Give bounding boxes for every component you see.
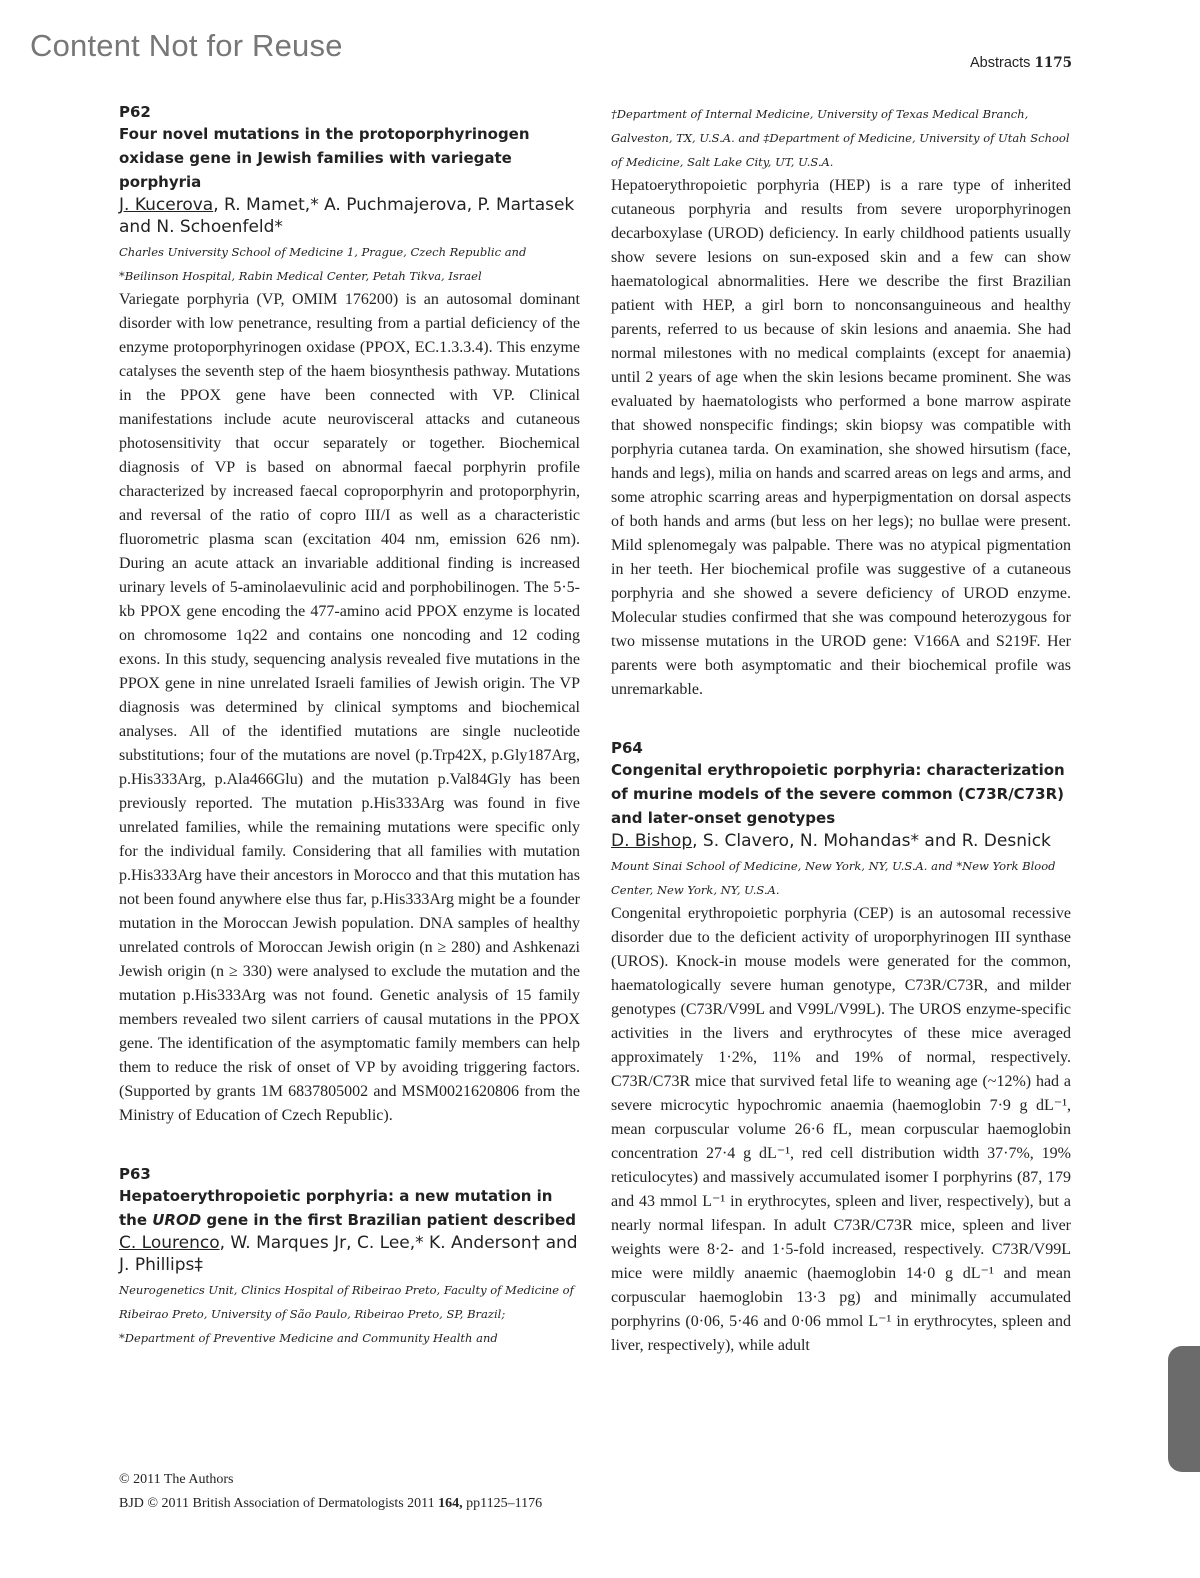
left-column [119,102,580,1350]
journal-volume: 164, [438,1496,463,1511]
journal-pages: pp1125–1176 [462,1496,543,1511]
right-column [611,102,1071,1358]
abstract-body: Hepatoerythropoietic porphyria (HEP) is a rare type of inherited cutaneous porphyria and results from severe uroporphyrinogen decarboxylase (UROD) deficiency. In early childhood patients usually show severe lesions on sun-exposed skin and a few can show haematological abnormalities. Here we describe the first Brazilian patient with HEP, a girl born to nonconsanguineous and healthy parents, referred to us because of skin lesions and anaemia. She had normal milestones with no medical complaints (except for anaemia) until 2 years of age when the skin lesions became prominent. She was evaluated by haematologists who performed a bone marrow aspirate that showed nonspecific findings; skin biopsy was compatible with porphyria cutanea tarda. On examination, she showed hirsutism (face, hands and legs), milia on hands and scarred areas on legs and arms, and some atrophic scarring areas and hyperpigmentation on dorsal aspects of both hands and arms (but less on her legs); no bullae were present. Mild splenomegaly was palpable. There was no atypical pigmentation in her teeth. Her biochemical profile was suggestive of a cutaneous porphyria and she showed a severe deficiency of UROD enzyme. Molecular studies confirmed that she was compound heterozygous for two missense mutations in the UROD gene: V166A and S219F. Her parents were both asymptomatic and their biochemical profile was unremarkable. [611,177,1071,698]
title-part: gene in the first Brazilian patient described [201,1211,576,1229]
abstract-authors [611,830,1071,852]
abstract-authors [119,1232,580,1276]
presenting-author: C. Lourenco [119,1233,220,1253]
running-head [970,55,1072,71]
title-part: Hepatoerythropoietic porphyria: a new mutation in the [119,1187,553,1229]
abstract-p63 [119,1164,580,1350]
abstract-id: P64 [611,739,643,757]
page-footer [119,1468,542,1516]
abstract-affiliation: †Department of Internal Medicine, University of Texas Medical Branch, Galveston, TX, U.S.A. and ‡Department of Medicine, University of Utah School of Medicine, Salt Lake City, UT, U.S.A. [611,107,1070,169]
abstract-affiliation: Mount Sinai School of Medicine, New York, NY, U.S.A. and *New York Blood Center, New York, NY, U.S.A. [611,859,1056,897]
watermark: Content Not for Reuse [30,28,343,63]
journal-citation [119,1492,542,1516]
journal-prefix: BJD © 2011 British Association of Dermatologists 2011 [119,1496,439,1511]
abstract-title: Four novel mutations in the protoporphyrinogen oxidase gene in Jewish families with variegate porphyria [119,125,530,191]
copyright-line: © 2011 The Authors [119,1472,234,1487]
abstract-affiliation: Charles University School of Medicine 1, Prague, Czech Republic and *Beilinson Hospital, Rabin Medical Center, Petah Tikva, Israel [119,245,527,283]
abstract-body: Variegate porphyria (VP, OMIM 176200) is an autosomal dominant disorder with low penetrance, resulting from a partial deficiency of the enzyme protoporphyrinogen oxidase (PPOX, EC.1.3.3.4). This enzyme catalyses the seventh step of the haem biosynthesis pathway. Mutations in the PPOX gene have been connected with VP. Clinical manifestations include acute neurovisceral attacks and cutaneous photosensitivity that occur separately or together. Biochemical diagnosis of VP is based on abnormal faecal porphyrin profile characterized by increased faecal coproporphyrin and protoporphyrin, and reversal of the ratio of copro III/I as well as a characteristic fluorometric plasma scan (excitation 404 nm, emission 626 nm). During an acute attack an invariable additional finding is increased urinary levels of 5-aminolaevulinic acid and porphobilinogen. The 5·5-kb PPOX gene encoding the 477-amino acid PPOX enzyme is located on chromosome 1q22 and contains one noncoding and 12 coding exons. In this study, sequencing analysis revealed five mutations in the PPOX gene in nine unrelated Israeli families of Jewish origin. The VP diagnosis was determined by clinical symptoms and biochemical analyses. All of the identified mutations are single nucleotide substitutions; four of the mutations are novel (p.Trp42X, p.Gly187Arg, p.His333Arg, p.Ala466Glu) and the mutation p.Val84Gly has been previously reported. The mutation p.His333Arg was found in five unrelated families, while the remaining mutations were specific only for the individual family. Considering that all families with mutation p.His333Arg have their ancestors in Morocco and that this mutation has not been found anywhere else thus far, p.His333Arg might be a founder mutation in the Moroccan Jewish population. DNA samples of healthy unrelated controls of Moroccan Jewish origin (n ≥ 280) and Ashkenazi Jewish origin (n ≥ 330) were analysed to exclude the mutation and the mutation p.His333Arg was not found. Genetic analysis of 15 family members revealed two silent carriers of causal mutations in the PPOX gene. The identification of the asymptomatic family members can help them to reduce the risk of onset of VP by avoiding triggering factors. (Supported by grants 1M 6837805002 and MSM0021620806 from the Ministry of Education of Czech Republic). [119,291,580,1124]
abstract-title: Congenital erythropoietic porphyria: characterization of murine models of the severe common (C73R/C73R) and later-onset genotypes [611,761,1065,827]
abstract-p62 [119,102,580,1128]
gene-name: UROD [152,1211,202,1229]
page-number: 1175 [1034,55,1073,71]
abstract-title [119,1184,580,1232]
abstract-authors [119,194,580,238]
presenting-author: J. Kucerova [119,195,214,215]
abstract-id: P62 [119,103,151,121]
abstract-id: P63 [119,1165,151,1183]
running-head-label: Abstracts [970,55,1031,71]
abstract-p63-continued [611,102,1071,702]
co-authors: , W. Marques Jr, C. Lee,* K. Anderson† and J. Phillips‡ [119,1233,578,1275]
side-tab [1168,1346,1200,1472]
abstract-body: Congenital erythropoietic porphyria (CEP) is an autosomal recessive disorder due to the deficient activity of uroporphyrinogen III synthase (UROS). Knock-in mouse models were generated for the common, haematologically severe human genotype, C73R/C73R, and milder genotypes (C73R/V99L and V99L/V99L). The UROS enzyme-specific activities in the livers and erythrocytes of these mice averaged approximately 1·2%, 11% and 19% of normal, respectively. C73R/C73R mice that survived fetal life to weaning age (~12%) had a severe microcytic hypochromic anaemia (haemoglobin 7·9 g dL⁻¹, mean corpuscular volume 26·6 fL, mean corpuscular haemoglobin concentration 27·4 g dL⁻¹, red cell distribution width 37·7%, 19% reticulocytes) and massively accumulated isomer I porphyrins (87, 179 and 43 mmol L⁻¹ in erythrocytes, spleen and liver, respectively), but a nearly normal lifespan. In adult C73R/C73R mice, spleen and liver weights were 8·2- and 1·5-fold increased, respectively. C73R/V99L mice were mildly anaemic (haemoglobin 14·0 g dL⁻¹ and mean corpuscular haemoglobin 13·3 pg) and minimally accumulated porphyrins (0·06, 5·46 and 0·06 mmol L⁻¹ in erythrocytes, spleen and liver, respectively), while adult [611,905,1071,1354]
co-authors: , S. Clavero, N. Mohandas* and R. Desnick [692,831,1051,851]
co-authors: , R. Mamet,* A. Puchmajerova, P. Martasek and N. Schoenfeld* [119,195,575,237]
abstract-affiliation: Neurogenetics Unit, Clinics Hospital of Ribeirao Preto, Faculty of Medicine of Ribeirao Preto, University of São Paulo, Ribeirao Preto, SP, Brazil; *Department of Preventive Medicine and Community Health and [119,1283,574,1345]
abstract-p64 [611,738,1071,1358]
presenting-author: D. Bishop [611,831,693,851]
